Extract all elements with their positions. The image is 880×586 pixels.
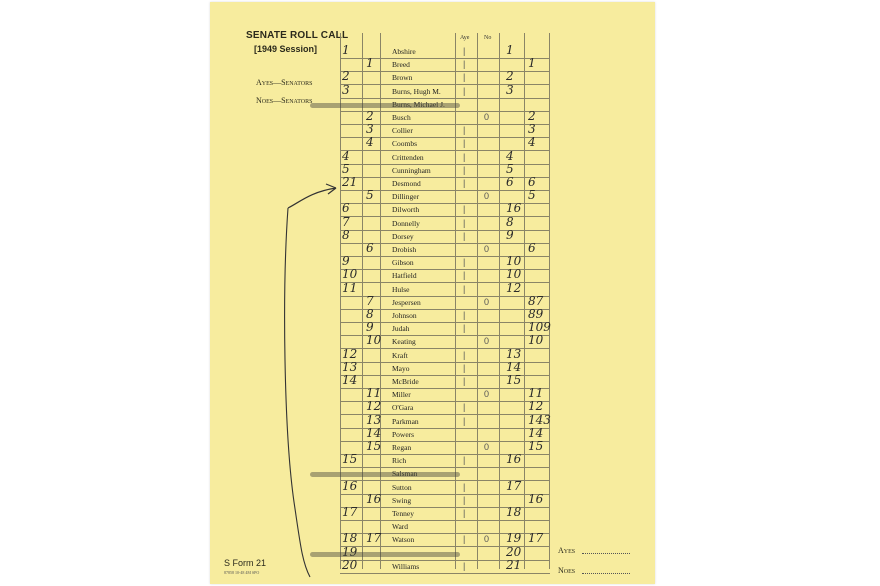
senator-name: Cunningham (392, 165, 431, 175)
aye-mark: | (463, 283, 466, 294)
senator-name: Burns, Michael J. (392, 99, 445, 109)
senator-name: Collier (392, 126, 413, 136)
senator-name: Parkman (392, 416, 419, 426)
handwritten-extra-tally: 10 (528, 333, 544, 348)
senator-name: Brown (392, 73, 413, 83)
handwritten-aye-count: 3 (342, 82, 350, 97)
aye-mark: | (463, 217, 466, 228)
handwritten-tally: 21 (506, 557, 522, 572)
no-mark: 0 (484, 112, 490, 122)
senator-name: Desmond (392, 179, 421, 188)
senator-name: Crittenden (392, 152, 424, 162)
handwritten-extra-tally: 5 (528, 188, 536, 203)
aye-mark: | (463, 85, 466, 96)
handwritten-tally: 19 (506, 531, 522, 546)
handwritten-aye-count: 9 (342, 254, 350, 269)
table-row (340, 161, 550, 178)
aye-mark: | (463, 257, 466, 268)
handwritten-aye-count: 19 (342, 544, 358, 559)
handwritten-aye-count: 8 (342, 227, 350, 242)
handwritten-aye-count: 10 (342, 267, 358, 282)
table-row (340, 82, 550, 99)
aye-mark: | (463, 455, 466, 466)
senator-name: Dilworth (392, 205, 420, 215)
handwritten-tally: 4 (506, 148, 514, 163)
handwritten-aye-count: 5 (342, 161, 350, 176)
senator-name: O'Gara (392, 403, 414, 413)
session-label: [1949 Session] (254, 44, 318, 54)
handwritten-tally: 14 (506, 359, 522, 374)
handwritten-absent-count: 15 (366, 439, 382, 453)
noes-summary-label: Noes (558, 566, 576, 575)
handwritten-extra-tally: 14 (528, 425, 544, 440)
form-number: S Form 21 (224, 558, 267, 568)
aye-mark: | (463, 376, 466, 386)
handwritten-absent-count: 3 (366, 122, 374, 137)
handwritten-aye-count: 7 (342, 214, 350, 229)
aye-mark: | (463, 72, 466, 83)
no-mark: 0 (484, 389, 490, 400)
handwritten-tally: 20 (506, 544, 522, 559)
handwritten-tally: 3 (506, 82, 514, 97)
senator-name: McBride (392, 377, 419, 386)
senator-name: Tenney (392, 509, 414, 518)
no-mark: 0 (484, 442, 490, 452)
aye-mark: | (463, 230, 466, 241)
senator-name: Keating (392, 337, 416, 347)
senator-name: Drobish (392, 245, 417, 254)
aye-mark: | (463, 349, 466, 360)
aye-mark: | (463, 481, 466, 492)
aye-mark: | (463, 270, 466, 281)
handwritten-extra-tally: 3 (528, 122, 536, 137)
handwritten-tally: 5 (506, 161, 514, 176)
ayes-summary-label: Ayes (558, 546, 576, 555)
noes-summary-line (582, 573, 630, 574)
handwritten-tally: 13 (506, 346, 522, 361)
handwritten-aye-count: 16 (342, 478, 358, 493)
handwritten-extra-tally: 89 (528, 307, 544, 321)
handwritten-tally: 1 (506, 43, 514, 57)
no-mark: 0 (484, 336, 490, 347)
handwritten-absent-count: 7 (366, 293, 374, 308)
senator-name: Hulse (392, 284, 410, 294)
handwritten-tally: 9 (506, 227, 514, 242)
handwritten-tally: 12 (506, 280, 522, 295)
senator-name: Swing (392, 495, 412, 505)
aye-column-header: Aye (460, 35, 470, 41)
senator-name: Abshire (392, 47, 416, 56)
ayes-summary-line (582, 553, 630, 554)
senator-name: Powers (392, 429, 415, 439)
handwritten-extra-tally: 12 (528, 399, 544, 414)
senator-name: Busch (392, 113, 411, 122)
aye-mark: | (463, 415, 466, 426)
senator-name: Mayo (392, 363, 410, 373)
handwritten-absent-count: 14 (366, 425, 382, 440)
handwritten-tally: 18 (506, 505, 522, 519)
senator-name: Kraft (392, 350, 408, 360)
senator-name: Salsman (392, 469, 418, 479)
table-row (340, 71, 550, 85)
handwritten-aye-count: 17 (342, 505, 358, 519)
senator-name: Breed (392, 60, 410, 70)
handwritten-absent-count: 17 (366, 531, 382, 546)
aye-mark: | (463, 494, 466, 505)
senator-name: Johnson (392, 311, 417, 320)
handwritten-aye-count: 2 (342, 69, 350, 84)
senator-name: Williams (392, 561, 420, 571)
aye-mark: | (463, 164, 466, 175)
sheet-title: SENATE ROLL CALL (246, 30, 349, 41)
handwritten-extra-tally: 143 (528, 412, 551, 427)
handwritten-absent-count: 6 (366, 241, 374, 255)
handwritten-aye-count: 13 (342, 359, 358, 374)
handwritten-absent-count: 8 (366, 307, 374, 321)
aye-mark: | (463, 178, 466, 188)
aye-mark: | (463, 151, 466, 162)
senator-name: Regan (392, 443, 412, 452)
handwritten-aye-count: 11 (342, 280, 358, 295)
handwritten-aye-count: 15 (342, 452, 358, 467)
aye-mark: | (463, 560, 466, 571)
senator-name: Judah (392, 324, 410, 334)
no-mark: 0 (484, 296, 490, 307)
senator-name: Donnelly (392, 218, 420, 228)
handwritten-aye-count: 20 (342, 557, 358, 572)
handwritten-absent-count: 10 (366, 333, 382, 348)
handwritten-aye-count: 6 (342, 201, 350, 216)
handwritten-absent-count: 5 (366, 188, 374, 203)
handwritten-extra-tally: 17 (528, 531, 544, 546)
handwritten-extra-tally: 87 (528, 293, 544, 308)
handwritten-tally: 15 (506, 373, 522, 387)
handwritten-aye-count: 1 (342, 43, 350, 57)
handwritten-aye-count: 4 (342, 148, 350, 163)
handwritten-absent-count: 9 (366, 320, 374, 335)
senator-name: Hatfield (392, 271, 417, 281)
senator-name: Dorsey (392, 231, 414, 241)
handwritten-aye-count: 21 (342, 175, 358, 189)
pencil-smudge (310, 103, 460, 108)
table-row (340, 214, 550, 231)
aye-mark: | (463, 59, 466, 70)
handwritten-aye-count: 12 (342, 346, 358, 361)
handwritten-aye-count: 18 (342, 531, 358, 546)
senator-name: Rich (392, 456, 407, 466)
handwritten-tally: 2 (506, 69, 514, 84)
handwritten-extra-tally: 15 (528, 439, 544, 453)
senator-name: Dillinger (392, 192, 420, 202)
aye-mark: | (463, 534, 466, 545)
handwritten-extra-tally: 109 (528, 320, 551, 335)
handwritten-absent-count: 2 (366, 109, 374, 123)
form-print-code: 87858 10-48 4M SPO (224, 570, 260, 575)
handwritten-absent-count: 4 (366, 135, 374, 150)
handwritten-extra-tally: 6 (528, 175, 536, 189)
handwritten-aye-count: 14 (342, 373, 358, 387)
handwritten-tally: 16 (506, 201, 522, 216)
handwritten-extra-tally: 2 (528, 109, 536, 123)
handwritten-extra-tally: 16 (528, 491, 544, 506)
senator-name: Gibson (392, 258, 414, 268)
handwritten-extra-tally: 6 (528, 241, 536, 255)
handwritten-absent-count: 13 (366, 412, 382, 427)
aye-mark: | (463, 46, 466, 56)
handwritten-tally: 16 (506, 452, 522, 467)
handwritten-absent-count: 1 (366, 56, 374, 71)
aye-mark: | (463, 204, 466, 215)
handwritten-tally: 6 (506, 175, 514, 189)
aye-mark: | (463, 402, 466, 413)
senator-name: Watson (392, 535, 415, 545)
pencil-smudge (310, 552, 460, 557)
no-mark: 0 (484, 244, 490, 254)
handwritten-absent-count: 11 (366, 386, 382, 401)
no-column-header: No (484, 35, 492, 41)
noes-senators-label: Noes—Senators (256, 96, 313, 105)
handwritten-tally: 10 (506, 254, 522, 269)
aye-mark: | (463, 362, 466, 373)
no-mark: 0 (484, 191, 490, 202)
senator-name: Miller (392, 390, 411, 400)
aye-mark: | (463, 310, 466, 320)
handwritten-absent-count: 16 (366, 491, 382, 506)
handwritten-extra-tally: 11 (528, 386, 544, 401)
table-row (340, 148, 550, 165)
aye-mark: | (463, 508, 466, 518)
ayes-senators-label: Ayes—Senators (256, 78, 313, 87)
senator-name: Ward (392, 522, 409, 532)
pencil-smudge (310, 472, 460, 477)
handwritten-absent-count: 12 (366, 399, 382, 414)
handwritten-tally: 8 (506, 214, 514, 229)
handwritten-tally: 10 (506, 267, 522, 282)
senator-name: Sutton (392, 482, 412, 492)
aye-mark: | (463, 125, 466, 136)
handwritten-tally: 17 (506, 478, 522, 493)
senator-name: Burns, Hugh M. (392, 86, 441, 96)
handwritten-extra-tally: 4 (528, 135, 536, 150)
aye-mark: | (463, 138, 466, 149)
handwritten-extra-tally: 1 (528, 56, 536, 71)
no-mark: 0 (484, 534, 490, 545)
senator-name: Coombs (392, 139, 418, 149)
senator-name: Jespersen (392, 297, 421, 307)
aye-mark: | (463, 323, 466, 334)
